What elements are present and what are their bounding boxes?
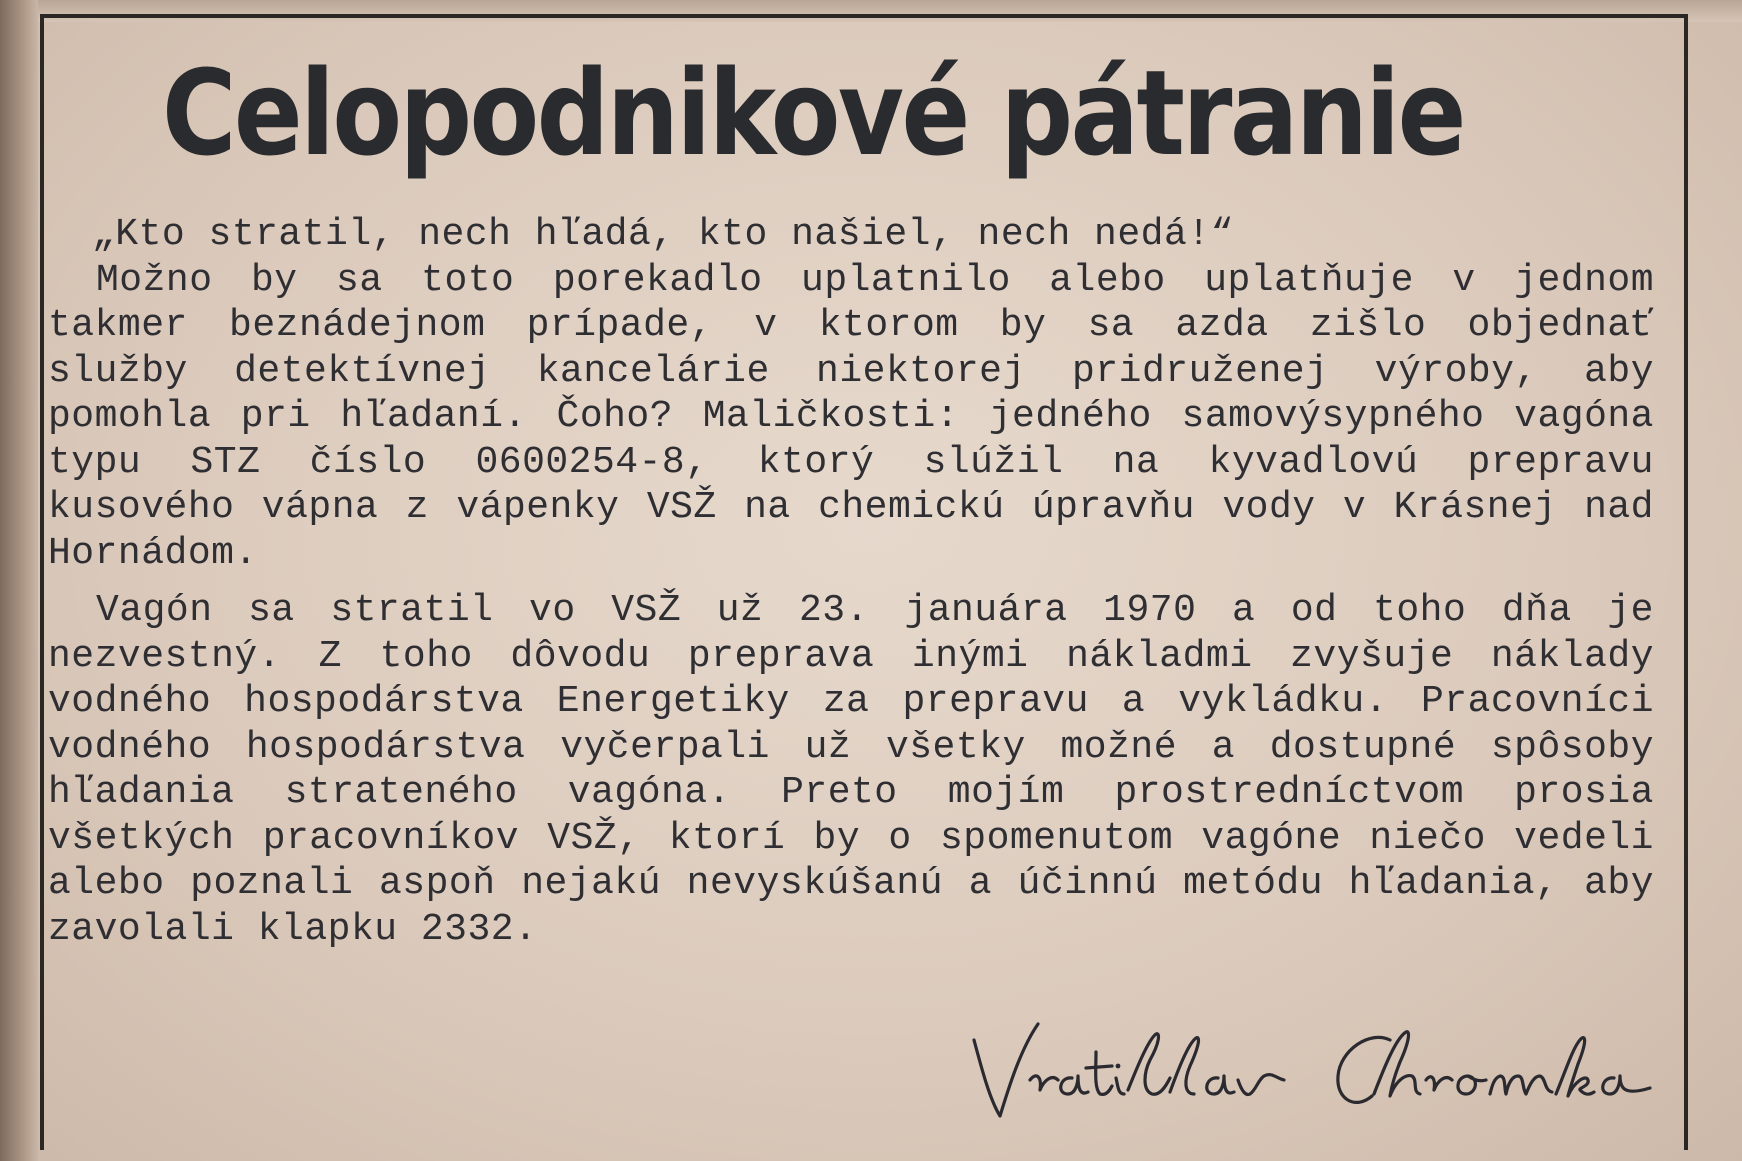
signature-handwriting: [960, 1010, 1660, 1130]
article-paragraph-2: Vagón sa stratil vo VSŽ už 23. januára 1970 a od toho dňa je nezvestný. Z toho dôvodu preprava inými nákladmi zvyšuje náklady vodného hospodárstva Energetiky za prepravu a vykládku. Pracovníci vodného hospodárstva vyčerpali už všetky možné a dostupné spôsoby hľadania strateného vagóna. Preto mojím prostredníctvom prosia všetkých pracovníkov VSŽ, ktorí by o spomenutom vagóne niečo vedeli alebo poznali aspoň nejakú nevyskúšanú a účinnú metódu hľadania, aby zavolali klapku 2332.: [48, 589, 1654, 951]
page-binding-edge: [0, 0, 38, 1161]
article-headline: Celopodnikové pátranie: [162, 44, 1464, 182]
article-paragraph-1: Možno by sa toto porekadlo uplatnilo alebo uplatňuje v jednom takmer beznádejnom prípade, v ktorom by sa azda zišlo objednať služby detektívnej kancelárie niektorej pridruženej výroby, aby pomohla pri hľadaní. Čoho? Maličkosti: jedného samovýsypného vagóna typu STZ číslo 0600254-8, ktorý slúžil na kyvadlovú prepravu kusového vápna z vápenky VSŽ na chemickú úpravňu vody v Krásnej nad Hornádom.: [48, 258, 1654, 575]
author-signature: [960, 1010, 1660, 1130]
article-body: [48, 212, 1654, 952]
article-proverb: „Kto stratil, nech hľadá, kto našiel, nech nedá!“: [92, 213, 1234, 256]
